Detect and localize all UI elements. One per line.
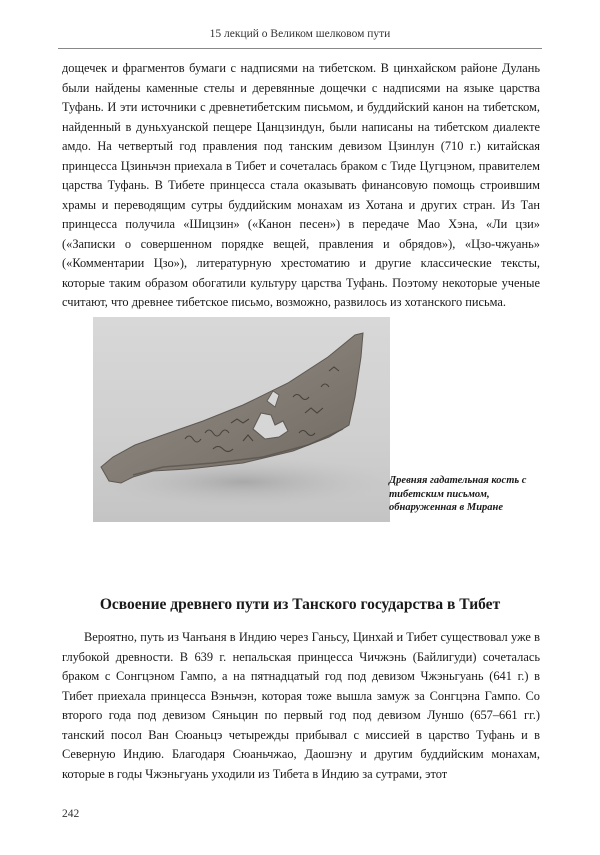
header-divider bbox=[58, 48, 542, 49]
running-header: 15 лекций о Великом шелковом пути bbox=[209, 28, 391, 40]
oracle-bone-photo bbox=[93, 317, 390, 522]
section-heading: Освоение древнего пути из Танского государства в Тибет bbox=[99, 596, 501, 613]
figure-caption: Древняя гадательная кость с тибетским письмом, обнаруженная в Миране bbox=[389, 475, 527, 513]
page-number: 242 bbox=[62, 808, 80, 820]
oracle-bone-image bbox=[93, 317, 390, 522]
body-paragraph-2: Вероятно, путь из Чанъаня в Индию через Ганьсу, Цинхай и Тибет существовал уже в глубокой древности. В 639 г. непальская принцесса Чичжэнь (Байлигуди) сочеталась браком с Сонгцэном Гампо, а на пятнадцатый год под девизом Чжэньгуань (641 г.) в Тибет приехала принцесса Вэньчэн, которая тоже вышла замуж за Сонгцэна Гампо. Со второго года под девизом Сяньцин по первый год под девизом Луншо (657–661 гг.) танский посол Ван Сюаньцэ четырежды прибывал с миссией в царство Туфань и в Северную Индию. Благодаря Сюаньчжао, Даошэну и другим буддийским монахам, которые в годы Чжэньгуань уходили из Тибета в Индию за сутрами, этот bbox=[62, 630, 540, 781]
body-paragraph-1: дощечек и фрагментов бумаги с надписями на тибетском. В цинхайском районе Дулань были найдены каменные стелы и деревянные дощечки с надписями на языке царства Туфань. И эти источники с древнетибетским письмом, и буддийский канон на тибетском, найденный в дуньхуанской пещере Цанцзиндун, были написаны на тибетском диалекте амдо. На четвертый год правления под танским девизом Цзинлун (710 г.) китайская принцесса Цзиньчэн приехала в Тибет и сочеталась браком с Тиде Цугцэном, правителем царства Туфань. В Тибете принцесса стала оказывать финансовую помощь строившим храмы и переводящим сутры буддийским монахам из Хотана и других стран. Из Тан принцесса получила «Шицзин» («Канон песен») в передаче Мао Хэна, «Ли цзи» («Записки о совершенном порядке вещей, правления и обрядов»), «Цзо-чжуань» («Комментарии Цзо»), литературную хрестоматию и другие классические тексты, которые таким образом обогатили культуру царства Туфань. Поэтому некоторые ученые считают, что древнее тибетское письмо, возможно, развилось из хотанского письма. bbox=[62, 61, 540, 309]
